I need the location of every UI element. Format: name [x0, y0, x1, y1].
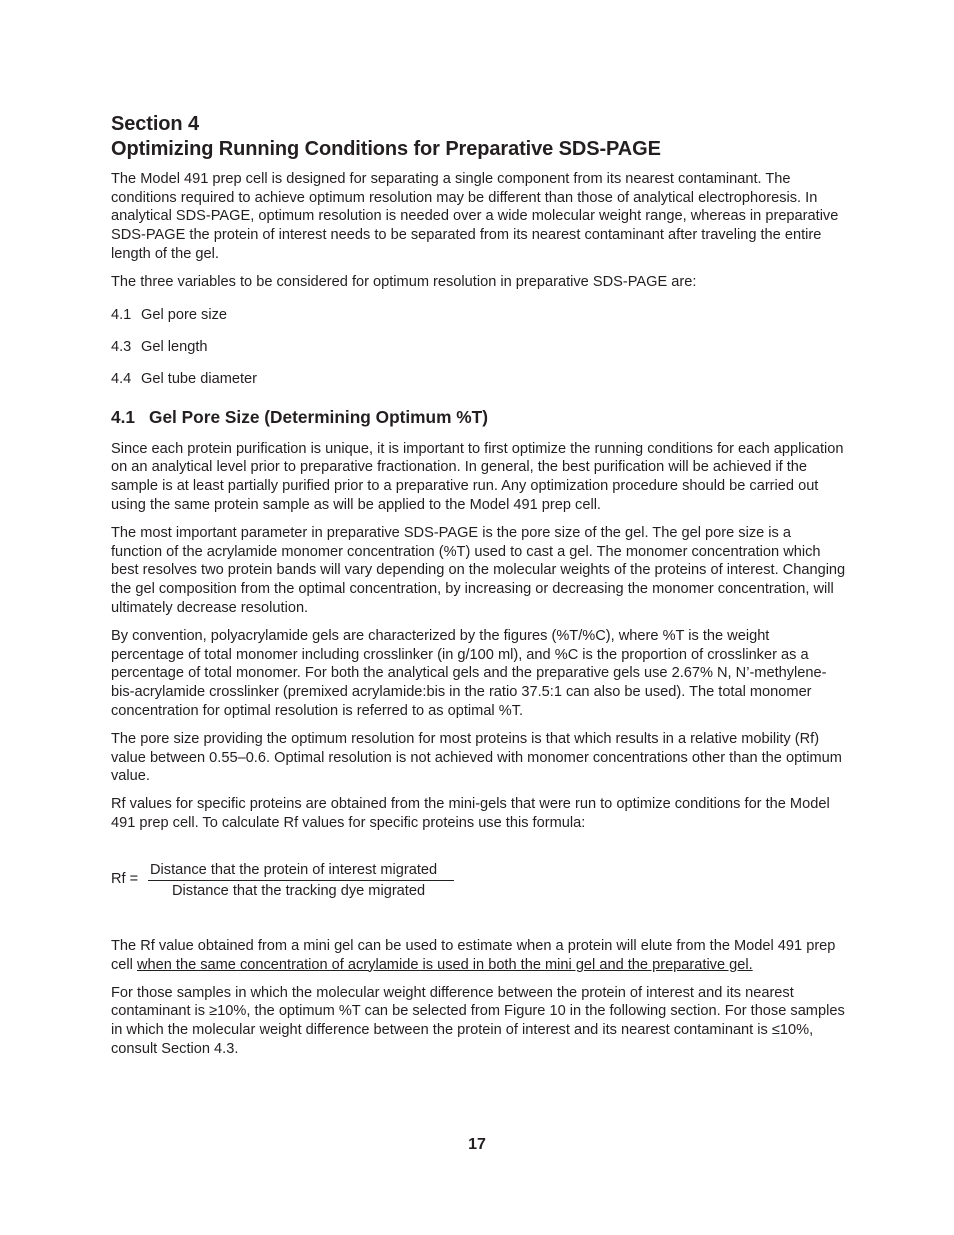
section-number: Section 4	[111, 113, 200, 135]
body-paragraph: For those samples in which the molecular weight difference between the protein of interest and its nearest contaminant is ≥10%, the optimum %T can be selected from Figure 10 in the following section. For those samples in which the molecular weight difference between the protein of interest and its nearest contaminant is ≤10%, consult Section 4.3.	[111, 984, 845, 1057]
formula-denominator: Distance that the tracking dye migrated	[172, 882, 426, 899]
section-title: Optimizing Running Conditions for Preparative SDS-PAGE	[111, 138, 661, 160]
variable-item	[111, 370, 846, 389]
fraction-bar	[148, 880, 454, 881]
underlined-condition: when the same concentration of acrylamide is used in both the mini gel and the preparative gel.	[136, 956, 753, 973]
variable-label: Gel pore size	[141, 306, 227, 323]
body-paragraph: Since each protein purification is unique, it is important to first optimize the running conditions for each application on an analytical level prior to preparative fractionation. In general, the best purification will be achieved if the sample is at least partially purified prior to a preparative run. Any optimization procedure should be carried out using the same protein sample as will be applied to the Model 491 prep cell.	[111, 440, 844, 513]
body-paragraph: The most important parameter in preparative SDS-PAGE is the pore size of the gel. The gel pore size is a function of the acrylamide monomer concentration (%T) used to cast a gel. The monomer concentration which best resolves two protein bands will vary depending on the molecular weights of the proteins of interest. Changing the gel composition from the optimal concentration, by increasing or decreasing the monomer concentration, will ultimately decrease resolution.	[111, 524, 846, 616]
paragraph-lead: The Rf value obtained from a mini gel can be used to estimate when a protein will elute from the Model 491 prep cell	[111, 937, 836, 973]
formula-label: Rf =	[111, 870, 139, 887]
subsection-title: Gel Pore Size (Determining Optimum %T)	[149, 407, 488, 428]
subsection-heading	[111, 406, 846, 428]
body-paragraph: Rf values for specific proteins are obtained from the mini-gels that were run to optimize conditions for the Model 491 prep cell. To calculate Rf values for specific proteins use this formula:	[111, 796, 830, 832]
variable-item	[111, 338, 846, 357]
body-paragraph: The pore size providing the optimum resolution for most proteins is that which results in a relative mobility (Rf) value between 0.55–0.6. Optimal resolution is not achieved with monomer concentrations other than the optimum value.	[111, 730, 842, 785]
subsection-number: 4.1	[111, 407, 136, 428]
variable-label: Gel length	[141, 339, 208, 356]
variable-number: 4.3	[111, 339, 132, 356]
formula-numerator: Distance that the protein of interest migrated	[150, 861, 438, 878]
formula-fraction	[148, 861, 454, 900]
section-heading	[111, 112, 846, 162]
variable-label: Gel tube diameter	[141, 371, 258, 388]
variable-number: 4.4	[111, 371, 132, 388]
rf-formula	[111, 861, 846, 901]
page-number: 17	[468, 1136, 486, 1153]
body-paragraph: By convention, polyacrylamide gels are characterized by the figures (%T/%C), where %T is the weight percentage of total monomer including crosslinker (in g/100 ml), and %C is the proportion of crosslinker as a percentage of total monomer. For both the analytical gels and the preparative gels use 2.67% N, N’-methylene-bis-acrylamide crosslinker (premixed acrylamide:bis in the ratio 37.5:1 can also be used). The total monomer concentration for optimal resolution is referred to as optimal %T.	[111, 627, 827, 719]
page-content	[111, 112, 846, 1068]
body-paragraph	[111, 937, 846, 974]
variable-item	[111, 306, 846, 325]
intro-paragraph: The three variables to be considered for optimum resolution in preparative SDS-PAGE are:	[111, 274, 697, 291]
intro-paragraph: The Model 491 prep cell is designed for separating a single component from its nearest contaminant. The conditions required to achieve optimum resolution may be different than those of analytical electrophoresis. In analytical SDS-PAGE, optimum resolution is needed over a wide molecular weight range, whereas in preparative SDS-PAGE the protein of interest needs to be separated from its nearest contaminant after traveling the entire length of the gel.	[111, 171, 839, 262]
variable-number: 4.1	[111, 306, 132, 323]
